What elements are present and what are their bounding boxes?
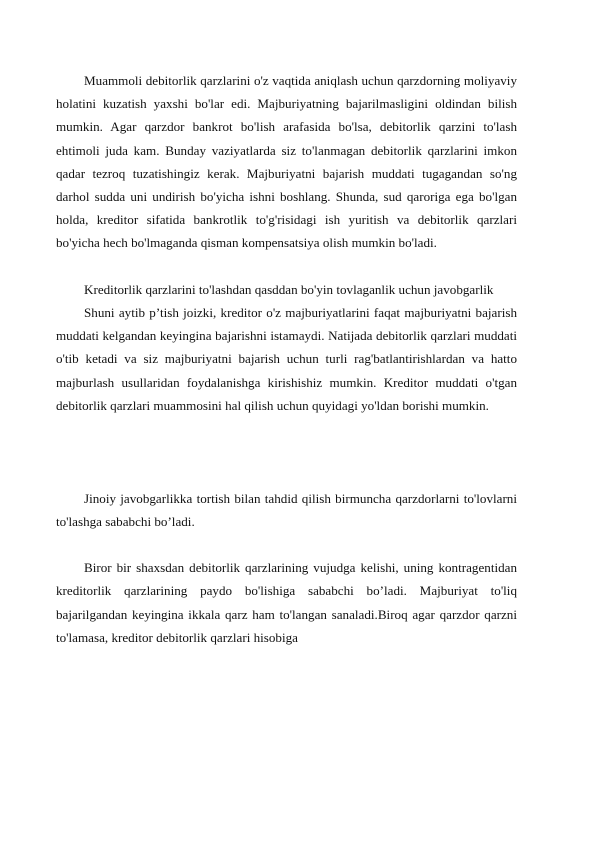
- blank-line: [56, 255, 517, 278]
- paragraph-3: Jinoiy javobgarlikka tortish bilan tahdid qilish birmuncha qarzdorlarni to'lovlarni to'lashga sababchi bo’ladi.: [56, 490, 517, 529]
- section-heading: Kreditorlik qarzlarini to'lashdan qasddan bo'yin tovlaganlik uchun javobgarlik: [84, 281, 494, 297]
- paragraph-2: Shuni aytib p’tish joizki, kreditor o'z majburiyatlarini faqat majburiyatni bajarish muddati kelgandan keyingina bajarishni istamaydi. Natijada debitorlik qarzlari muddati o'tib ketadi va siz majburiyatni bajarish uchun turli rag'batlantirishlardan va hatto majburlash usullaridan foydalanishga kirishishiz mumkin. Kreditor muddati o'tgan debitorlik qarzlari muammosini hal qilish uchun quyidagi yo'ldan borishi mumkin.: [56, 305, 517, 413]
- document-body: [56, 69, 517, 649]
- blank-space: [56, 417, 517, 487]
- blank-line: [56, 533, 517, 556]
- paragraph-4: Biror bir shaxsdan debitorlik qarzlarining vujudga kelishi, uning kontragentidan kreditorlik qarzlarining paydo bo'lishiga sababchi bo’ladi. Majburiyat to'liq bajarilgandan keyingina ikkala qarz ham to'langan sanaladi.Biroq agar qarzdor qarzni to'lamasa, kreditor debitorlik qarzlari hisobiga: [56, 560, 517, 645]
- paragraph-1: Muammoli debitorlik qarzlarini o'z vaqtida aniqlash uchun qarzdorning moliyaviy holatini kuzatish yaxshi bo'lar edi. Majburiyatning bajarilmasligini oldindan bilish mumkin. Agar qarzdor bankrot bo'lish arafasida bo'lsa, debitorlik qarzini to'lash ehtimoli juda kam. Bunday vaziyatlarda siz to'lanmagan debitorlik qarzlarini imkon qadar tezroq tuzatishingiz kerak. Majburiyatni bajarish muddati tugagandan so'ng darhol sudda uni undirish bo'yicha ishni boshlang. Shunda, sud qaroriga ega bo'lgan holda, kreditor sifatida bankrotlik to'g'risidagi ish yuritish va debitorlik qarzlari bo'yicha hech bo'lmaganda qisman kompensatsiya olish mumkin bo'ladi.: [56, 73, 517, 251]
